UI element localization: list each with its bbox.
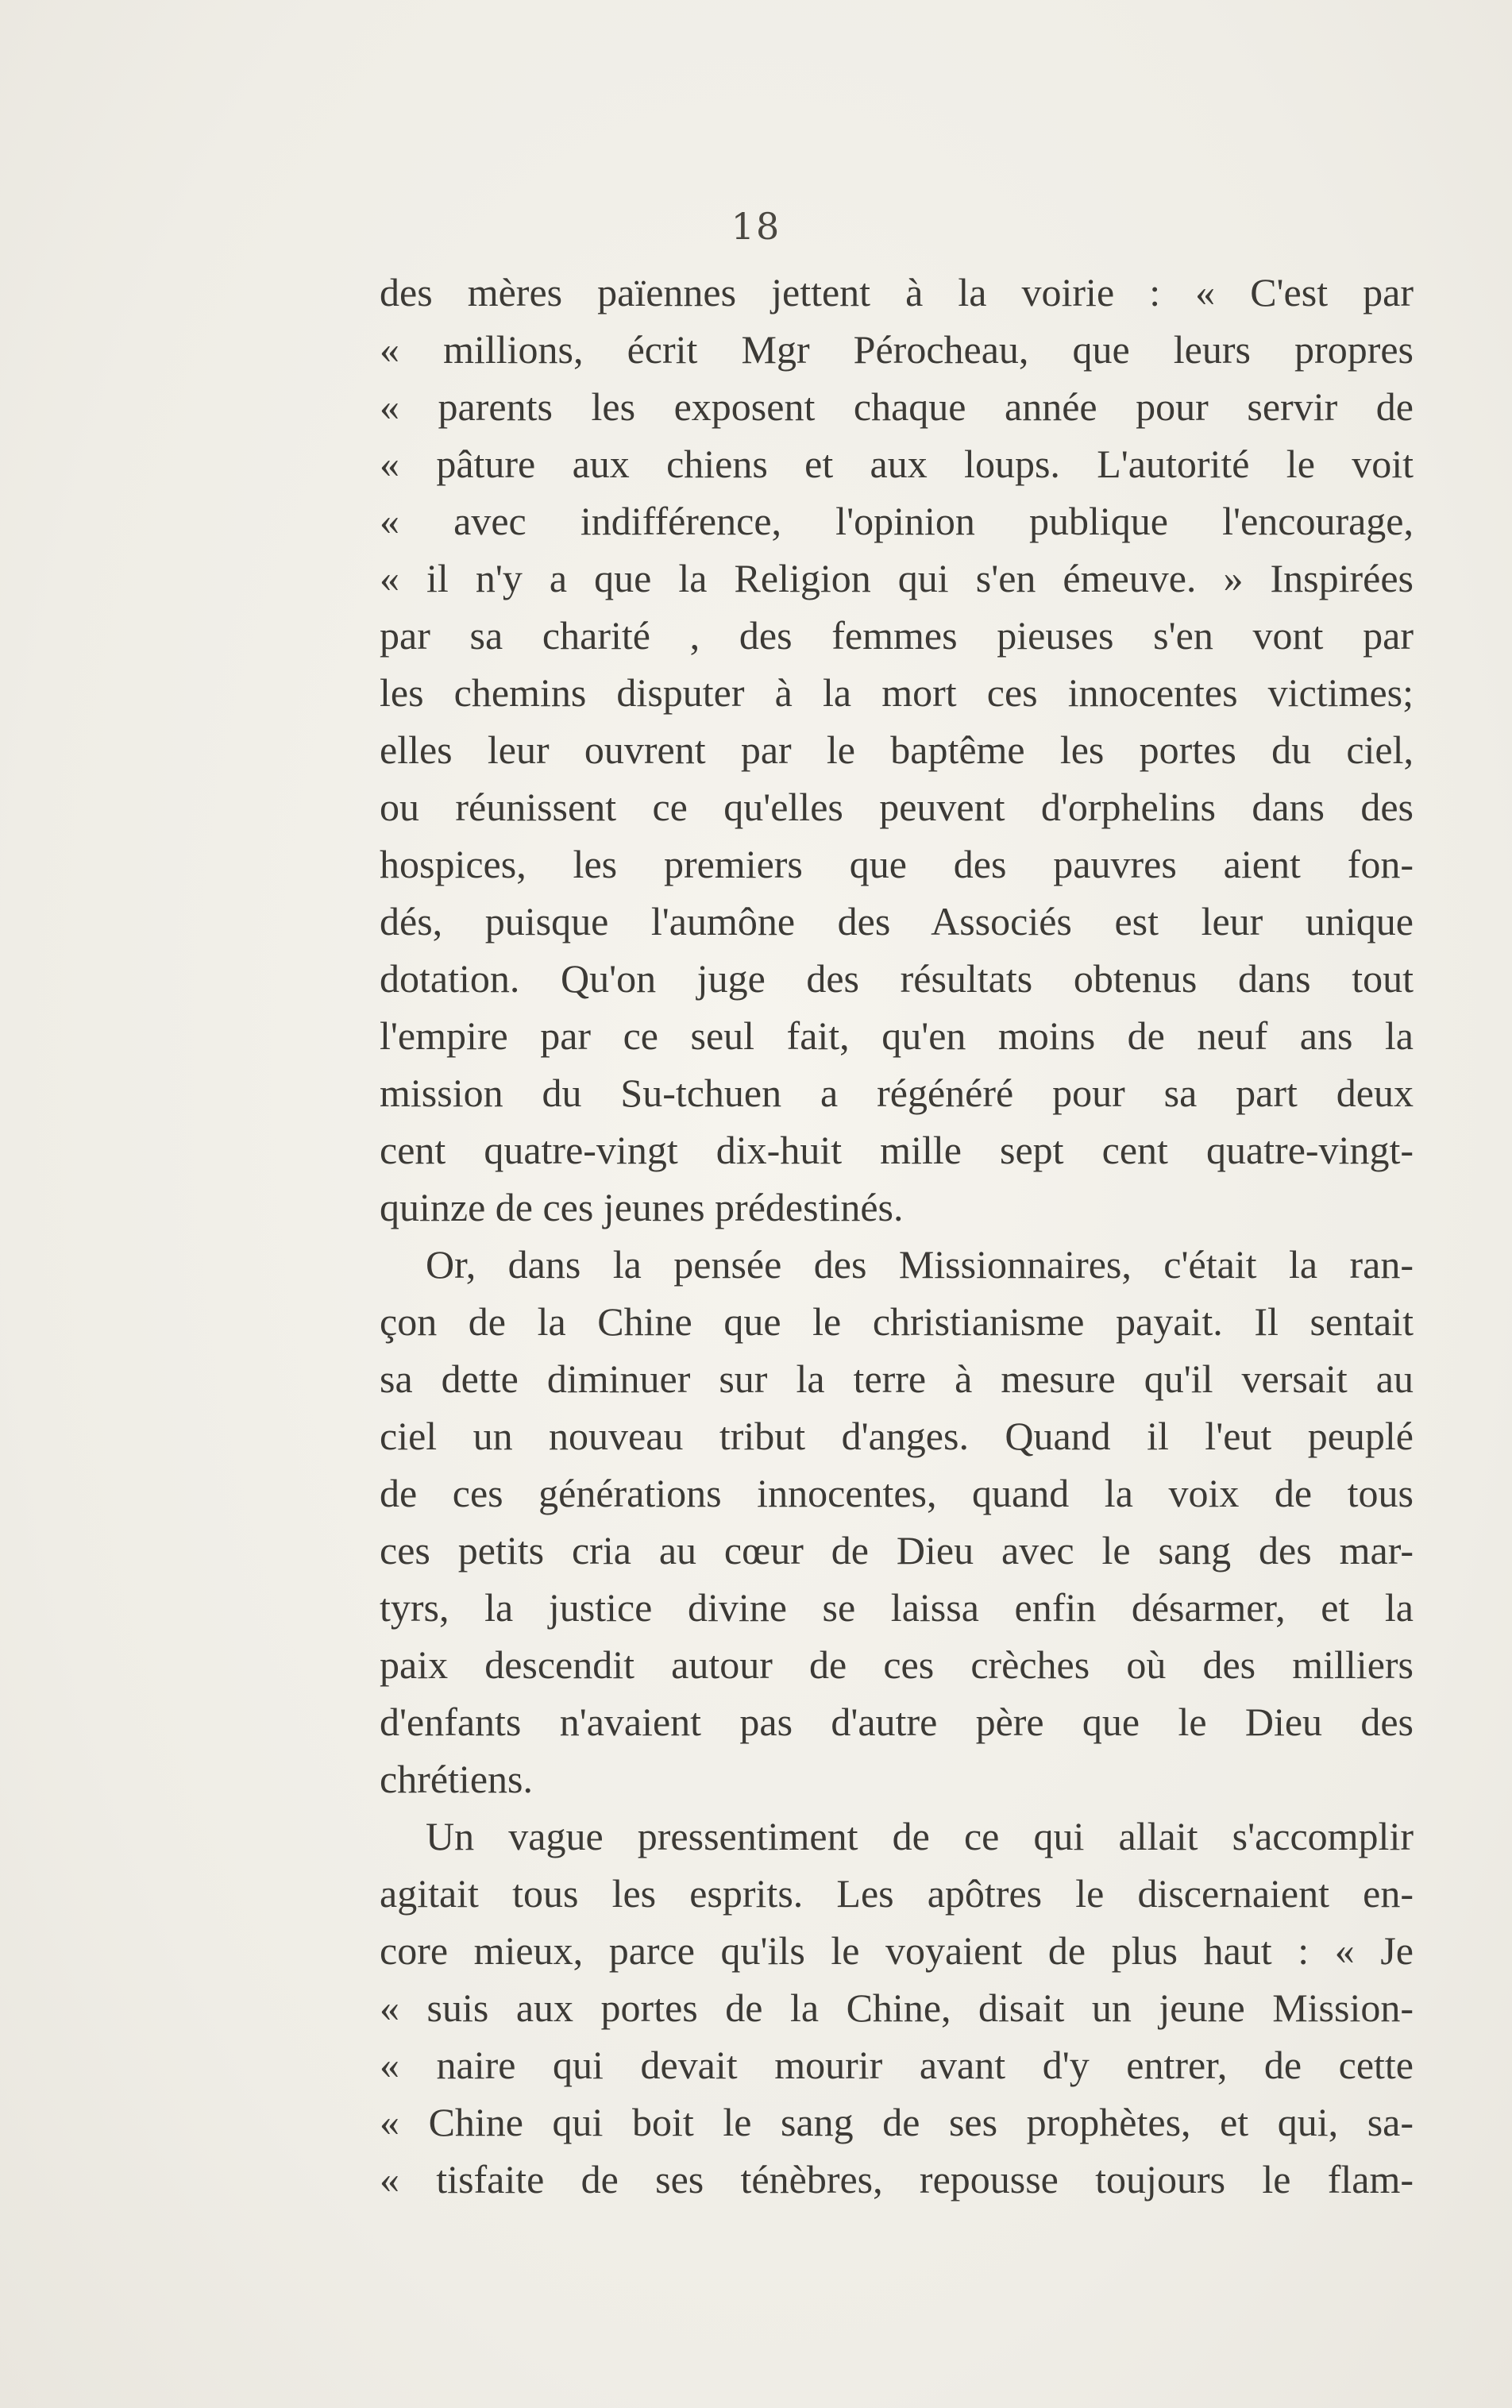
text-line: ou réunissent ce qu'elles peuvent d'orphelins dans des (380, 785, 1414, 829)
text-line: « il n'y a que la Religion qui s'en émeuve. » Inspirées (380, 556, 1414, 600)
text-line: dés, puisque l'aumône des Associés est leur unique (380, 899, 1414, 944)
text-line: elles leur ouvrent par le baptême les portes du ciel, (380, 727, 1414, 772)
text-line: cent quatre-vingt dix-huit mille sept cent quatre-vingt- (380, 1128, 1414, 1172)
text-line: hospices, les premiers que des pauvres aient fon- (380, 842, 1414, 886)
text-line: « naire qui devait mourir avant d'y entrer, de cette (380, 2043, 1414, 2087)
text-line: par sa charité , des femmes pieuses s'en vont par (380, 613, 1414, 658)
body-text (380, 264, 1414, 2208)
text-line: d'enfants n'avaient pas d'autre père que le Dieu des (380, 1700, 1414, 1744)
text-line: paix descendit autour de ces crèches où des milliers (380, 1642, 1414, 1687)
text-line: « avec indifférence, l'opinion publique l'encourage, (380, 499, 1414, 543)
text-line: « parents les exposent chaque année pour servir de (380, 384, 1414, 429)
text-line: core mieux, parce qu'ils le voyaient de plus haut : « Je (380, 1928, 1414, 1973)
text-line: tyrs, la justice divine se laissa enfin désarmer, et la (380, 1585, 1414, 1630)
paragraph-start-line: Un vague pressentiment de ce qui allait s'accomplir (426, 1814, 1414, 1858)
text-line: « suis aux portes de la Chine, disait un jeune Mission- (380, 1985, 1414, 2030)
text-line: « millions, écrit Mgr Pérocheau, que leurs propres (380, 327, 1414, 372)
text-line: dotation. Qu'on juge des résultats obtenus dans tout (380, 956, 1414, 1001)
text-line: çon de la Chine que le christianisme payait. Il sentait (380, 1299, 1414, 1344)
text-line: « pâture aux chiens et aux loups. L'autorité le voit (380, 442, 1414, 486)
text-line: sa dette diminuer sur la terre à mesure qu'il versait au (380, 1356, 1414, 1401)
text-line: les chemins disputer à la mort ces innocentes victimes; (380, 670, 1414, 715)
text-line: des mères païennes jettent à la voirie : « C'est par (380, 270, 1414, 315)
paragraph-end-line: chrétiens. (380, 1757, 533, 1801)
text-line: l'empire par ce seul fait, qu'en moins de neuf ans la (380, 1013, 1414, 1058)
text-line: agitait tous les esprits. Les apôtres le discernaient en- (380, 1871, 1414, 1916)
page-number: 18 (731, 205, 781, 248)
text-line: « Chine qui boit le sang de ses prophètes, et qui, sa- (380, 2100, 1414, 2144)
text-line: mission du Su-tchuen a régénéré pour sa part deux (380, 1071, 1414, 1115)
paragraph-start-line: Or, dans la pensée des Missionnaires, c'était la ran- (426, 1242, 1414, 1287)
text-line: de ces générations innocentes, quand la voix de tous (380, 1471, 1414, 1515)
paragraph-end-line: quinze de ces jeunes prédestinés. (380, 1185, 904, 1229)
text-line: ces petits cria au cœur de Dieu avec le sang des mar- (380, 1528, 1414, 1573)
text-line: ciel un nouveau tribut d'anges. Quand il l'eut peuplé (380, 1414, 1414, 1458)
text-line: « tisfaite de ses ténèbres, repousse toujours le flam- (380, 2157, 1414, 2202)
